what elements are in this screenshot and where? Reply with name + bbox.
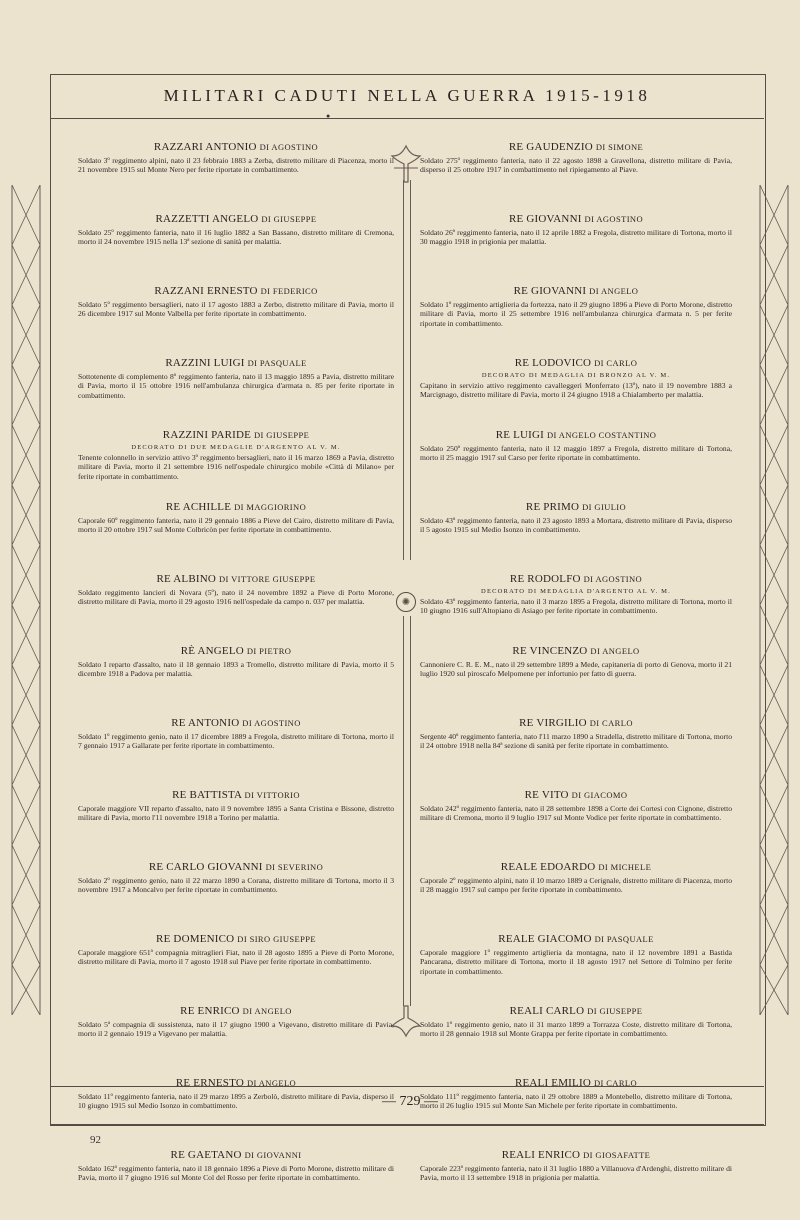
entry-surname: RAZZINI LUIGI xyxy=(165,357,245,369)
entry-patronym: DI SIRO GIUSEPPE xyxy=(237,934,316,944)
entry-text: Soldato reggimento lancieri di Novara (5º), nato il 24 novembre 1892 a Pieve di Porto Morone, distretto militare di Pavia, morto il 29 agosto 1916 nell'ospedale da campo n. 037 per malattia. xyxy=(78,588,394,607)
right-column xyxy=(420,140,732,1220)
entry xyxy=(78,1148,394,1220)
entry-surname: RE VIRGILIO xyxy=(519,717,587,729)
entry-surname: REALI CARLO xyxy=(509,1005,585,1017)
entry-text: Soldato 250º reggimento fanteria, nato il 12 maggio 1897 a Fregola, distretto militare di Tortona, morto il 25 maggio 1917 sul Carso per ferite riportate in combattimento. xyxy=(420,444,732,463)
entry-text: Soldato 26º reggimento fanteria, nato il 12 aprile 1882 a Fregola, distretto militare di Tortona, morto il 30 maggio 1918 in prigionia per malattia. xyxy=(420,228,732,247)
entry-name xyxy=(420,1148,732,1162)
entry-surname: RAZZETTI ANGELO xyxy=(155,213,259,225)
entry-name xyxy=(78,212,394,226)
entry-surname: RE GIOVANNI xyxy=(509,213,582,225)
entry-text: Sergente 40º reggimento fanteria, nato l'11 marzo 1890 a Stradella, distretto militare di Tortona, morto il 24 ottobre 1918 nella 84ª sezione di sanità per ferite riportate in combattimento. xyxy=(420,732,732,751)
entry-patronym: DI ANGELO COSTANTINO xyxy=(546,430,657,440)
entry xyxy=(78,932,394,1004)
entry-patronym: DI MICHELE xyxy=(598,862,652,872)
entry-surname: REALE GIACOMO xyxy=(498,933,592,945)
entry-name xyxy=(420,500,732,514)
entry xyxy=(420,428,732,500)
entry-text: Soldato 1º reggimento genio, nato il 17 dicembre 1889 a Fregola, distretto militare di Tortona, morto il 7 gennaio 1917 a Gallarate per ferite riportate in combattimento. xyxy=(78,732,394,751)
entry-patronym: DI FEDERICO xyxy=(260,286,318,296)
entry-patronym: DI ANGELO xyxy=(246,1078,297,1088)
entry-text: Caporale maggiore 651ª compagnia mitraglieri Fiat, nato il 28 agosto 1895 a Pieve di Porto Morone, distretto militare di Pavia, morto il 7 agosto 1918 sul Piave per ferite riportate in combattimento. xyxy=(78,948,394,967)
entry-text: Soldato 275º reggimento fanteria, nato il 22 agosto 1898 a Gravellona, distretto militare di Pavia, disperso il 25 ottobre 1917 in combattimento nel ripiegamento al Piave. xyxy=(420,156,732,175)
entry-name xyxy=(78,356,394,370)
entry-patronym: DI SEVERINO xyxy=(265,862,324,872)
entry-patronym: DI GIACOMO xyxy=(571,790,628,800)
entry xyxy=(78,140,394,212)
entry-name xyxy=(78,572,394,586)
entry-surname: RE LUIGI xyxy=(495,429,545,441)
entry-surname: RE BATTISTA xyxy=(172,789,242,801)
entry-text: Cannoniere C. R. E. M., nato il 29 settembre 1899 a Mede, capitaneria di porto di Genova, morto il 21 luglio 1920 sul piroscafo Melpomene per infortunio per fatto di guerra. xyxy=(420,660,732,679)
entry-patronym: DI VITTORE GIUSEPPE xyxy=(218,574,316,584)
entry-text: Soldato 2º reggimento genio, nato il 22 marzo 1890 a Corana, distretto militare di Tortona, morto il 3 novembre 1917 a Moncalvo per ferite riportate in combattimento. xyxy=(78,876,394,895)
side-ornament-left-icon xyxy=(6,185,46,1015)
entry xyxy=(78,428,394,500)
entry-surname: RE VITO xyxy=(524,789,569,801)
entry-name xyxy=(420,932,732,946)
entry-surname: RE CARLO GIOVANNI xyxy=(148,861,263,873)
entry xyxy=(420,1148,732,1220)
entry-surname: RAZZARI ANTONIO xyxy=(153,141,257,153)
entry-surname: REALI ENRICO xyxy=(501,1149,581,1161)
entry-text: Tenente colonnello in servizio attivo 3º reggimento bersaglieri, nato il 16 marzo 1869 a Pavia, distretto militare di Pavia, morto il 21 settembre 1916 nell'ospedale chirurgico mobile «Città di Milano» per ferite riportate in combattimento. xyxy=(78,453,394,481)
entry xyxy=(78,788,394,860)
entry-patronym: DI AGOSTINO xyxy=(583,574,643,584)
entry-name xyxy=(420,644,732,658)
printer-signature: 92 xyxy=(90,1134,101,1146)
entry-patronym: DI GIUSEPPE xyxy=(587,1006,643,1016)
entry-patronym: DI MAGGIORINO xyxy=(234,502,307,512)
left-column xyxy=(78,140,394,1220)
entry-decoration: DECORATO DI MEDAGLIA DI BRONZO AL V. M. xyxy=(481,372,671,379)
entry-surname: RE ALBINO xyxy=(156,573,217,585)
entry-text: Caporale 60º reggimento fanteria, nato il 29 gennaio 1886 a Pieve del Cairo, distretto militare di Pavia, morto il 20 ottobre 1917 sul Monte Colbricòn per ferite riportate in combattimento. xyxy=(78,516,394,535)
entry xyxy=(420,356,732,428)
entry-surname: RAZZANI ERNESTO xyxy=(154,285,258,297)
entry-patronym: DI PASQUALE xyxy=(247,358,307,368)
entry-patronym: DI AGOSTINO xyxy=(584,214,643,224)
entry-patronym: DI PASQUALE xyxy=(594,934,654,944)
entry-text: Soldato 11º reggimento fanteria, nato il 29 marzo 1895 a Zerbolò, distretto militare di Pavia, disperso il 10 giugno 1915 sul Medio Isonzo in combattimento. xyxy=(78,1092,394,1111)
entry-decoration: DECORATO DI DUE MEDAGLIE D'ARGENTO AL V. M. xyxy=(131,444,341,451)
entry-name xyxy=(420,572,732,586)
entry-surname: RAZZINI PARIDE xyxy=(162,429,252,441)
footer-rule-bottom xyxy=(50,1124,764,1125)
entry-surname: RE VINCENZO xyxy=(512,645,588,657)
ornament-column-lower xyxy=(403,616,411,1006)
entry-name xyxy=(78,140,394,154)
entry xyxy=(420,932,732,1004)
entry-text: Capitano in servizio attivo reggimento cavalleggeri Monferrato (13º), nato il 19 novembre 1883 a Marcignago, distretto militare di Pavia, morto il 24 giugno 1918 a Chialamberto per malattia. xyxy=(420,381,732,400)
entry-decoration: DECORATO DI MEDAGLIA D'ARGENTO AL V. M. xyxy=(481,588,671,595)
footer-rule-top xyxy=(50,1086,764,1087)
entry-name xyxy=(420,788,732,802)
entry-text: Caporale 223º reggimento fanteria, nato il 31 luglio 1880 a Villanuova d'Ardenghi, distretto militare di Pavia, morto il 13 settembre 1918 in prigionia per malattia. xyxy=(420,1164,732,1183)
entry-surname: RE ENRICO xyxy=(180,1005,240,1017)
entry-name xyxy=(420,860,732,874)
entry-text: Sottotenente di complemento 8º reggimento fanteria, nato il 13 maggio 1895 a Pavia, distretto militare di Pavia, morto il 15 ottobre 1916 nell'ambulanza chirurgica d'armata n. 85 per ferite riportate in combattimento. xyxy=(78,372,394,400)
entry-text: Soldato 5º reggimento bersaglieri, nato il 17 agosto 1883 a Zerbo, distretto militare di Pavia, morto il 26 dicembre 1917 sul Monte Valbella per ferite riportate in combattimento. xyxy=(78,300,394,319)
entry-surname: RE GAUDENZIO xyxy=(508,141,593,153)
entry-patronym: DI PIETRO xyxy=(246,646,292,656)
running-header xyxy=(50,74,764,119)
entry-patronym: DI CARLO xyxy=(589,718,633,728)
entry-name xyxy=(420,356,732,370)
rosette-icon: ✺ xyxy=(396,592,416,612)
side-ornament-right-icon xyxy=(754,185,794,1015)
entry-patronym: DI ANGELO xyxy=(589,286,639,296)
entry xyxy=(420,500,732,572)
entry xyxy=(78,644,394,716)
entry-patronym: DI ANGELO xyxy=(590,646,640,656)
entry-surname: RE GIOVANNI xyxy=(513,285,587,297)
entry-name xyxy=(420,212,732,226)
entry xyxy=(78,212,394,284)
entry-text: Soldato 1º reggimento genio, nato il 31 marzo 1899 a Torrazza Coste, distretto militare di Tortona, morto il 28 gennaio 1918 sul Monte Grappa per ferite riportate in combattimento. xyxy=(420,1020,732,1039)
entry xyxy=(420,860,732,932)
entry-name xyxy=(78,788,394,802)
entry xyxy=(420,644,732,716)
entry-surname: RE ERNESTO xyxy=(175,1077,244,1089)
entry-text: Soldato 5ª compagnia di sussistenza, nato il 17 giugno 1900 a Vigevano, distretto militare di Pavia, morto il 2 gennaio 1919 a Vigevano per malattia. xyxy=(78,1020,394,1039)
entry-patronym: DI VITTORIO xyxy=(244,790,300,800)
entry-name xyxy=(78,500,394,514)
entry-name xyxy=(78,1004,394,1018)
header-dot: ● xyxy=(326,112,331,120)
entry-surname: RE GAETANO xyxy=(170,1149,242,1161)
entry-text: Soldato I reparto d'assalto, nato il 18 gennaio 1893 a Tromello, distretto militare di Pavia, morto il 5 dicembre 1918 a Padova per malattia. xyxy=(78,660,394,679)
entry xyxy=(420,1004,732,1076)
entry-text: Caporale 2º reggimento alpini, nato il 10 marzo 1889 a Cerignale, distretto militare di Piacenza, morto il 28 maggio 1917 sul campo per ferite riportate in combattimento. xyxy=(420,876,732,895)
entry-patronym: DI ANGELO xyxy=(242,1006,292,1016)
entry xyxy=(420,572,732,644)
entry-name xyxy=(420,140,732,154)
entry-text: Soldato 242º reggimento fanteria, nato il 28 settembre 1898 a Corte dei Cortesi con Cignone, distretto militare di Cremona, morto il 9 luglio 1917 sul Monte Vodice per ferite riportate in combattimento. xyxy=(420,804,732,823)
entry-patronym: DI GIUSEPPE xyxy=(254,430,310,440)
entry-surname: RÈ ANGELO xyxy=(180,645,244,657)
entry-surname: RE PRIMO xyxy=(525,501,580,513)
entry-name xyxy=(78,1148,394,1162)
entry xyxy=(420,140,732,212)
entry xyxy=(420,284,732,356)
entry-patronym: DI SIMONE xyxy=(595,142,644,152)
entry-text: Caporale maggiore VII reparto d'assalto, nato il 9 novembre 1895 a Santa Cristina e Bissone, distretto militare di Pavia, morto l'11 novembre 1918 a Torino per malattia. xyxy=(78,804,394,823)
entry xyxy=(420,212,732,284)
entry-name xyxy=(420,1004,732,1018)
entry-name xyxy=(78,644,394,658)
entry xyxy=(420,788,732,860)
entry-text: Soldato 25º reggimento fanteria, nato il 16 luglio 1882 a San Bassano, distretto militare di Cremona, morto il 24 novembre 1915 nella 13ª sezione di sanità per malattia. xyxy=(78,228,394,247)
page-number: — 729 — xyxy=(382,1094,438,1109)
entry-name xyxy=(78,860,394,874)
entry-text: Soldato 111º reggimento fanteria, nato il 29 ottobre 1889 a Montebello, distretto militare di Tortona, morto il 26 luglio 1915 sul Monte San Michele per ferite riportate in combattimento. xyxy=(420,1092,732,1111)
entry-name xyxy=(420,1076,732,1090)
entry-name xyxy=(78,1076,394,1090)
entry-text: Soldato 1º reggimento artiglieria da fortezza, nato il 29 giugno 1896 a Pieve di Porto Morone, distretto militare di Pavia, morto il 25 settembre 1916 nell'ambulanza chirurgica d'armata n. 5 per ferite riportate in combattimento. xyxy=(420,300,732,328)
entry-text: Soldato 3º reggimento alpini, nato il 23 febbraio 1883 a Zerba, distretto militare di Piacenza, morto il 21 novembre 1915 sul Monte Nero per ferite riportate in combattimento. xyxy=(78,156,394,175)
entry-patronym: DI CARLO xyxy=(594,358,638,368)
entry xyxy=(78,500,394,572)
entry xyxy=(78,356,394,428)
ornament-column-upper xyxy=(403,180,411,560)
entry-name xyxy=(78,284,394,298)
entry-surname: RE ANTONIO xyxy=(171,717,240,729)
entry xyxy=(78,284,394,356)
entry xyxy=(78,1004,394,1076)
entry-text: Soldato 43º reggimento fanteria, nato il 3 marzo 1895 a Fregola, distretto militare di Tortona, morto il 10 giugno 1916 sull'Altopiano di Asiago per ferite riportate in combattimento. xyxy=(420,597,732,616)
entry xyxy=(78,572,394,644)
entry-patronym: DI GIOSAFATTE xyxy=(583,1150,651,1160)
entry xyxy=(78,716,394,788)
entry-name xyxy=(420,428,732,442)
entry-surname: RE RODOLFO xyxy=(509,573,581,585)
entry-surname: REALI EMILIO xyxy=(514,1077,591,1089)
entry-patronym: DI GIUSEPPE xyxy=(261,214,317,224)
entry-surname: RE ACHILLE xyxy=(165,501,232,513)
page-title: MILITARI CADUTI NELLA GUERRA 1915-1918 xyxy=(163,86,651,105)
entry-name xyxy=(420,716,732,730)
entry-surname: REALE EDOARDO xyxy=(500,861,596,873)
entry-text: Soldato 43º reggimento fanteria, nato il 23 agosto 1893 a Mortara, distretto militare di Pavia, disperso il 5 agosto 1915 sul Medio Isonzo in combattimento. xyxy=(420,516,732,535)
entry-surname: RE LODOVICO xyxy=(514,357,592,369)
entry xyxy=(420,716,732,788)
entry-name xyxy=(420,284,732,298)
entry-text: Caporale maggiore 1º reggimento artiglieria da montagna, nato il 12 novembre 1891 a Bastida Pancarana, distretto militare di Tortona, morto il 18 agosto 1917 nel Settore di Tolmino per ferite riportate in combattimento. xyxy=(420,948,732,976)
entry-patronym: DI GIULIO xyxy=(582,502,627,512)
entry-text: Soldato 162º reggimento fanteria, nato il 18 gennaio 1896 a Pieve di Porto Morone, distretto militare di Pavia, morto il 7 giugno 1916 sul Monte Col del Rosso per ferite riportate in combattimento. xyxy=(78,1164,394,1183)
entry-name xyxy=(78,428,394,442)
entry-patronym: DI AGOSTINO xyxy=(242,718,301,728)
entry-patronym: DI GIOVANNI xyxy=(244,1150,302,1160)
entry-patronym: DI CARLO xyxy=(593,1078,638,1088)
entry-name xyxy=(78,716,394,730)
entry-name xyxy=(78,932,394,946)
entry-patronym: DI AGOSTINO xyxy=(259,142,319,152)
entry-surname: RE DOMENICO xyxy=(156,933,235,945)
entry xyxy=(78,860,394,932)
